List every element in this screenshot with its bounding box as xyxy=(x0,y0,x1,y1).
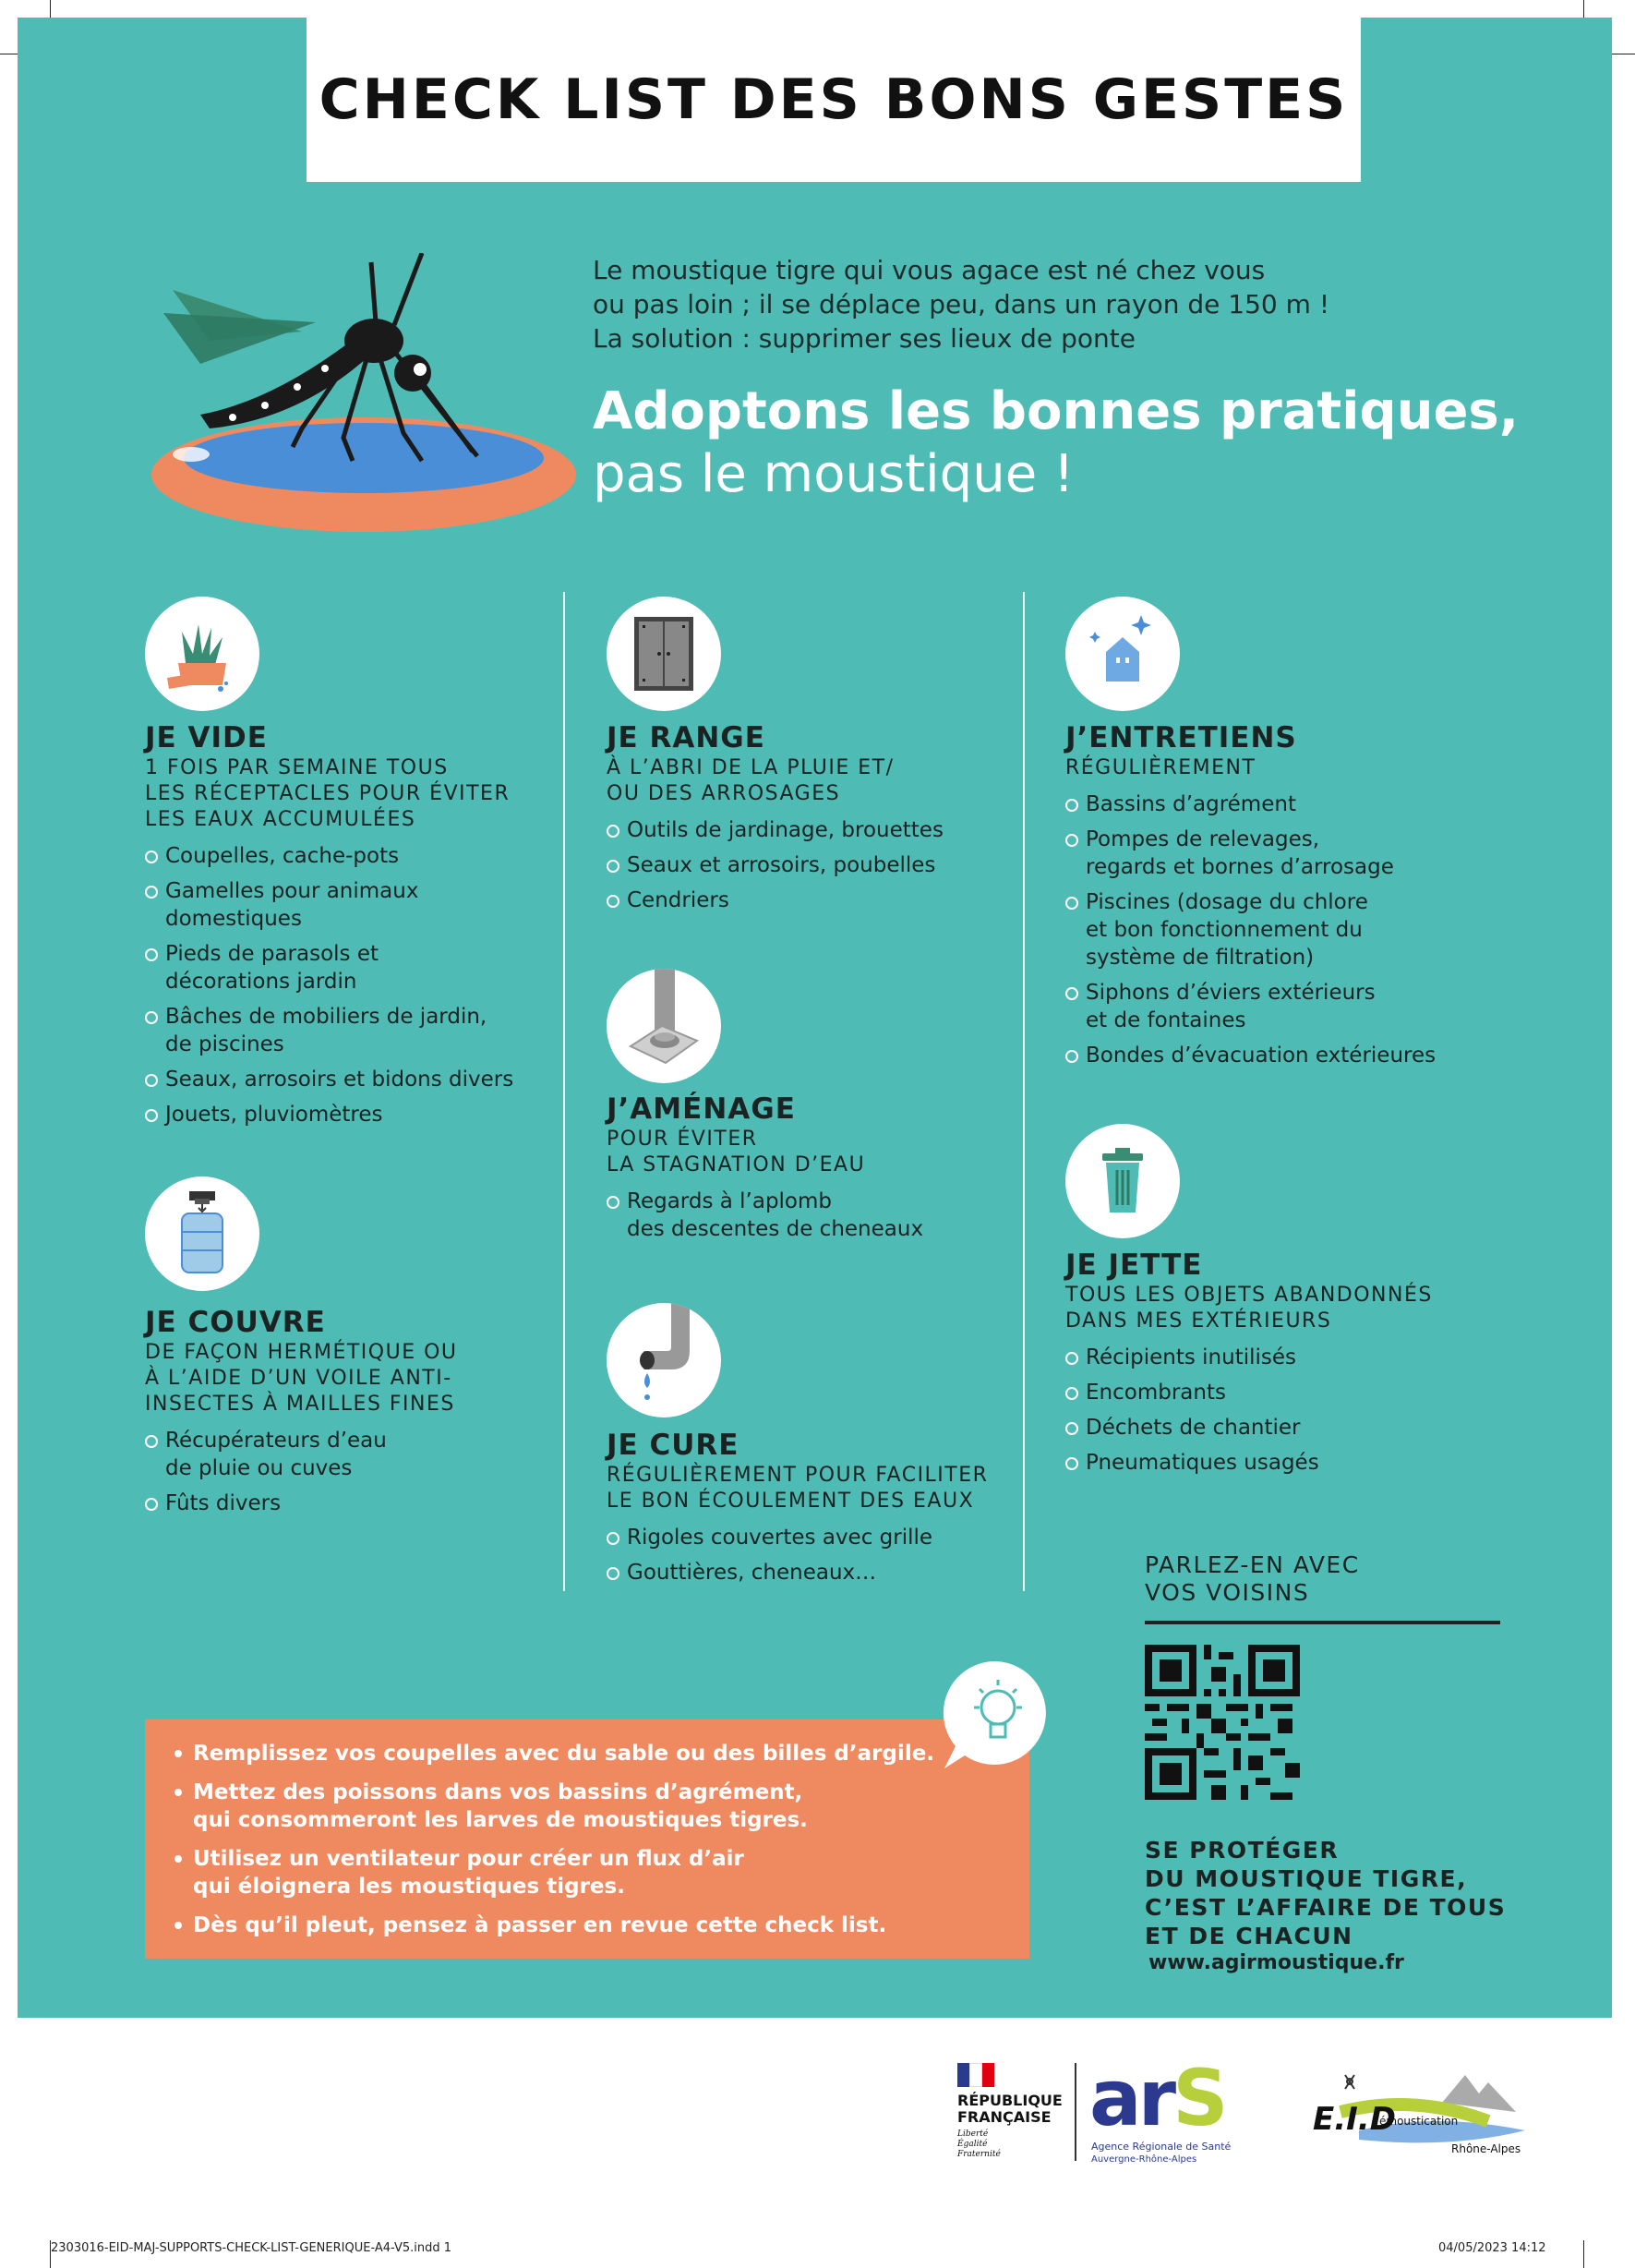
rf-motto xyxy=(957,2129,1059,2160)
ars-region: Auvergne-Rhône-Alpes xyxy=(1091,2154,1197,2165)
qr-code[interactable] xyxy=(1145,1645,1300,1800)
section-title: JE JETTE xyxy=(1065,1249,1203,1282)
list-item: Rigoles couvertes avec grille xyxy=(607,1524,1040,1551)
tip-item: Mettez des poissons dans vos bassins d’agrément, qui consommeront les larves de moustiques tigres. xyxy=(173,1779,1011,1834)
checklist xyxy=(1065,790,1499,1069)
subtitle-line: RÉGULIÈREMENT POUR FACILITER xyxy=(607,1464,989,1487)
protect-line: ET DE CHACUN xyxy=(1145,1923,1353,1949)
talk-neighbours xyxy=(1145,1551,1360,1607)
lightbulb-icon xyxy=(937,1654,1055,1772)
print-date: 04/05/2023 14:12 xyxy=(1438,2241,1546,2255)
cabinet-icon xyxy=(607,597,721,711)
poster-background xyxy=(18,18,1612,2018)
website-link[interactable]: www.agirmoustique.fr xyxy=(1148,1951,1404,1974)
subtitle-line: POUR ÉVITER xyxy=(607,1128,758,1151)
list-item: Bassins d’agrément xyxy=(1065,790,1499,818)
subtitle-line: TOUS LES OBJETS ABANDONNÉS xyxy=(1065,1284,1433,1307)
list-item: Récipients inutilisés xyxy=(1065,1344,1499,1371)
protect-line: SE PROTÉGER xyxy=(1145,1837,1340,1864)
water-tank-icon xyxy=(145,1176,259,1291)
ars-logo xyxy=(1089,2053,1265,2170)
list-item: Coupelles, cache-pots xyxy=(145,842,579,870)
protect-message xyxy=(1145,1836,1506,1950)
headline xyxy=(593,380,1519,506)
subtitle-line: À L’AIDE D’UN VOILE ANTI- xyxy=(145,1367,452,1390)
intro-line: ou pas loin ; il se déplace peu, dans un rayon de 150 m ! xyxy=(593,289,1330,320)
rf-name xyxy=(957,2092,1063,2126)
subtitle-line: LE BON ÉCOULEMENT DES EAUX xyxy=(607,1490,975,1513)
list-item: Piscines (dosage du chlore et bon fonctionnement du système de filtration) xyxy=(1065,888,1499,971)
logo-separator xyxy=(1075,2063,1076,2161)
list-item: Récupérateurs d’eau de pluie ou cuves xyxy=(145,1427,579,1482)
rf-motto-line: Liberté xyxy=(957,2129,989,2139)
eid-name: E.I.D xyxy=(1313,2101,1396,2138)
ars-wordmark xyxy=(1089,2053,1265,2143)
section-subtitle xyxy=(607,755,1040,807)
list-item: Encombrants xyxy=(1065,1379,1499,1406)
subtitle-line: LES EAUX ACCUMULÉES xyxy=(145,808,416,831)
section-icon-jette xyxy=(1065,1124,1180,1238)
file-name: 2303016-EID-MAJ-SUPPORTS-CHECK-LIST-GENERIQUE-A4-V5.indd 1 xyxy=(51,2241,452,2255)
list-item: Gamelles pour animaux domestiques xyxy=(145,877,579,933)
section-icon-entretiens xyxy=(1065,597,1180,711)
eid-region: Rhône-Alpes xyxy=(1451,2142,1521,2155)
rf-motto-line: Égalité xyxy=(957,2140,988,2149)
talk-line: VOS VOISINS xyxy=(1145,1579,1310,1606)
list-item: Cendriers xyxy=(607,887,1040,914)
list-item: Outils de jardinage, brouettes xyxy=(607,816,1040,844)
ars-letters: ar xyxy=(1089,2053,1173,2143)
tip-item: Dès qu’il pleut, pensez à passer en revue cette check list. xyxy=(173,1912,1011,1939)
tips-list xyxy=(145,1719,1029,1939)
list-item: Jouets, pluviomètres xyxy=(145,1101,579,1128)
section-icon-couvre xyxy=(145,1176,259,1291)
crop-mark xyxy=(1583,2240,1584,2268)
section-icon-amenage xyxy=(607,969,721,1083)
intro-line: La solution : supprimer ses lieux de ponte xyxy=(593,323,1136,354)
list-item: Fûts divers xyxy=(145,1490,579,1517)
ars-s: S xyxy=(1172,2053,1225,2143)
section-subtitle xyxy=(1065,1283,1499,1334)
trash-bin-icon xyxy=(1065,1124,1180,1238)
protect-line: C’EST L’AFFAIRE DE TOUS xyxy=(1145,1894,1507,1921)
section-title: JE VIDE xyxy=(145,721,268,754)
section-subtitle xyxy=(1065,755,1499,781)
mosquito-illustration xyxy=(145,253,579,549)
subtitle-line: RÉGULIÈREMENT xyxy=(1065,756,1256,779)
section-subtitle xyxy=(607,1463,1040,1514)
checklist xyxy=(607,816,1040,914)
tip-item: Utilisez un ventilateur pour créer un flux d’air qui éloignera les moustiques tigres. xyxy=(173,1845,1011,1900)
tip-item: Remplissez vos coupelles avec du sable ou des billes d’argile. xyxy=(173,1740,1011,1767)
section-title: J’ENTRETIENS xyxy=(1065,721,1297,754)
subtitle-line: LA STAGNATION D’EAU xyxy=(607,1153,866,1176)
section-vide xyxy=(145,720,579,1136)
checklist xyxy=(607,1524,1040,1586)
section-amenage xyxy=(607,1092,1040,1250)
title-banner xyxy=(307,18,1361,182)
intro-text xyxy=(593,253,1571,356)
section-title: JE CURE xyxy=(607,1429,739,1462)
rf-motto-line: Fraternité xyxy=(957,2150,1001,2159)
list-item: Bondes d’évacuation extérieures xyxy=(1065,1042,1499,1069)
checklist xyxy=(145,842,579,1128)
checklist xyxy=(145,1427,579,1517)
gutter-drip-icon xyxy=(607,1303,721,1418)
headline-light: pas le moustique ! xyxy=(593,444,1075,504)
section-couvre xyxy=(145,1305,579,1525)
section-title: J’AMÉNAGE xyxy=(607,1092,796,1126)
subtitle-line: OU DES ARROSAGES xyxy=(607,782,841,805)
subtitle-line: LES RÉCEPTACLES POUR ÉVITER xyxy=(145,782,511,805)
section-jette xyxy=(1065,1248,1499,1484)
subtitle-line: INSECTES À MAILLES FINES xyxy=(145,1393,455,1416)
section-entretiens xyxy=(1065,720,1499,1077)
subtitle-line: 1 FOIS PAR SEMAINE TOUS xyxy=(145,756,449,779)
protect-line: DU MOUSTIQUE TIGRE, xyxy=(1145,1865,1468,1892)
ars-agency: Agence Régionale de Santé xyxy=(1091,2141,1232,2153)
section-subtitle xyxy=(607,1127,1040,1178)
rf-name-line: FRANÇAISE xyxy=(957,2108,1052,2126)
eid-tagline: émoustication xyxy=(1379,2115,1459,2128)
list-item: Pompes de relevages, regards et bornes d’arrosage xyxy=(1065,826,1499,881)
list-item: Siphons d’éviers extérieurs et de fontaines xyxy=(1065,979,1499,1034)
drain-pipe-base-icon xyxy=(607,969,721,1083)
subtitle-line: À L’ABRI DE LA PLUIE ET/ xyxy=(607,756,895,779)
republique-francaise-logo xyxy=(957,2063,1063,2160)
french-flag-icon xyxy=(957,2063,994,2087)
headline-bold: Adoptons les bonnes pratiques, xyxy=(593,381,1520,441)
house-sparkle-icon xyxy=(1065,597,1180,711)
list-item: Seaux, arrosoirs et bidons divers xyxy=(145,1066,579,1093)
eid-logo xyxy=(1304,2066,1542,2167)
section-cure xyxy=(607,1428,1040,1594)
list-item: Déchets de chantier xyxy=(1065,1414,1499,1442)
section-subtitle xyxy=(145,1340,579,1418)
intro-line: Le moustique tigre qui vous agace est né chez vous xyxy=(593,255,1266,285)
page-title: CHECK LIST DES BONS GESTES xyxy=(319,67,1349,132)
section-title: JE RANGE xyxy=(607,721,765,754)
section-subtitle xyxy=(145,755,579,833)
plant-pot-icon xyxy=(145,597,259,711)
section-icon-range xyxy=(607,597,721,711)
list-item: Pieds de parasols et décorations jardin xyxy=(145,940,579,995)
list-item: Regards à l’aplomb des descentes de cheneaux xyxy=(607,1188,1040,1243)
rf-name-line: RÉPUBLIQUE xyxy=(957,2092,1063,2109)
checklist xyxy=(1065,1344,1499,1477)
list-item: Pneumatiques usagés xyxy=(1065,1449,1499,1477)
talk-line: PARLEZ-EN AVEC xyxy=(1145,1551,1360,1578)
subtitle-line: DE FAÇON HERMÉTIQUE OU xyxy=(145,1341,458,1364)
section-range xyxy=(607,720,1040,922)
section-icon-vide xyxy=(145,597,259,711)
section-title: JE COUVRE xyxy=(145,1306,326,1339)
divider xyxy=(1145,1621,1500,1624)
list-item: Seaux et arrosoirs, poubelles xyxy=(607,851,1040,879)
checklist xyxy=(607,1188,1040,1243)
list-item: Gouttières, cheneaux… xyxy=(607,1559,1040,1586)
section-icon-cure xyxy=(607,1303,721,1418)
tips-box xyxy=(145,1719,1029,1959)
subtitle-line: DANS MES EXTÉRIEURS xyxy=(1065,1309,1332,1333)
list-item: Bâches de mobiliers de jardin, de piscines xyxy=(145,1003,579,1058)
